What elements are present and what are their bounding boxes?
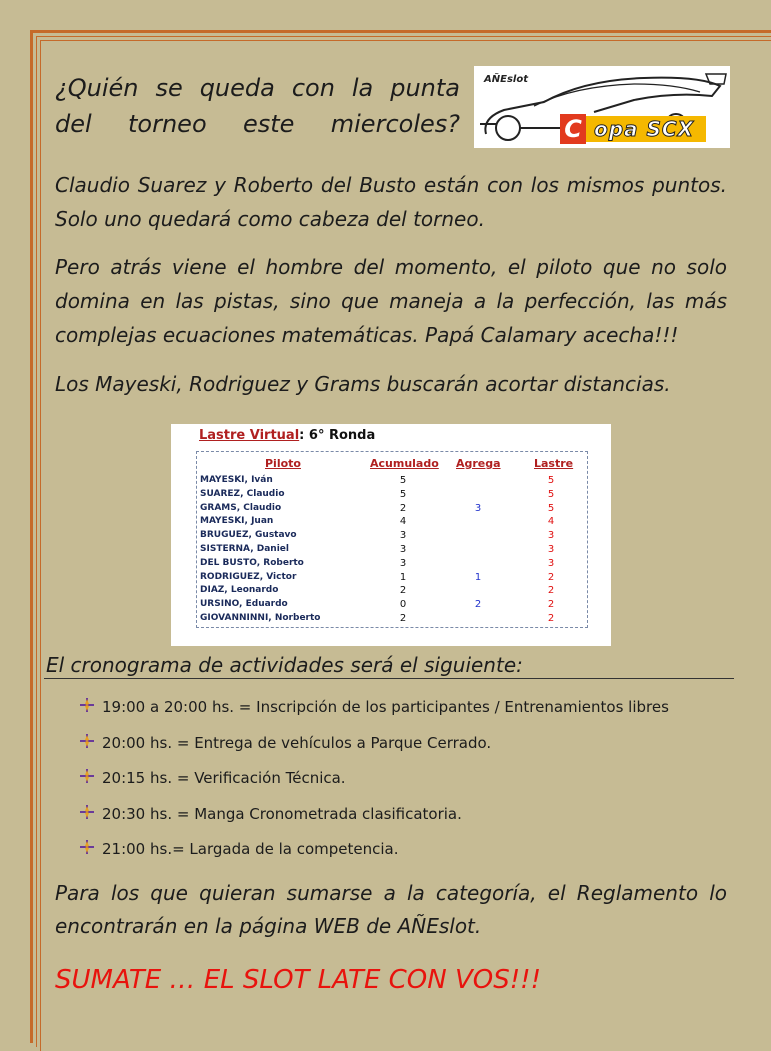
table-cell-lastre: 2	[547, 599, 555, 611]
logo-brand-text: AÑEslot	[484, 74, 528, 85]
paragraph-calamary: Pero atrás viene el hombre del momento, el piloto que no solo domina en las pistas, sino que maneja a la perfección, las más complejas ecuaciones matemáticas. Papá Calamary acecha!!!	[55, 255, 727, 347]
paragraph-registration: Para los que quieran sumarse a la categoría, el Reglamento lo encontrarán en la página WEB de AÑEslot.	[55, 881, 727, 938]
column-header-acumulado: Acumulado	[370, 457, 439, 470]
table-title	[199, 428, 375, 443]
logo-copa-initial: C	[560, 114, 586, 144]
table-cell-piloto: MAYESKI, Juan	[200, 516, 274, 527]
table-cell-acumulado: 3	[399, 557, 407, 569]
slogan: SUMATE … EL SLOT LATE CON VOS!!!	[55, 965, 541, 995]
logo-copa-banner	[566, 116, 706, 142]
schedule-item-text: 21:00 hs.= Largada de la competencia.	[102, 840, 399, 858]
table-cell-acumulado: 2	[399, 585, 407, 597]
push-pin-bullet-icon	[80, 805, 94, 819]
paragraph-leaders: Claudio Suarez y Roberto del Busto están con los mismos puntos. Solo uno quedará como cabeza del torneo.	[55, 173, 727, 231]
schedule-item	[80, 836, 740, 872]
push-pin-bullet-icon	[80, 734, 94, 748]
logo-copa-text: opa SCX	[594, 117, 695, 141]
table-cell-acumulado: 2	[399, 502, 407, 514]
push-pin-bullet-icon	[80, 769, 94, 783]
headline-line-1: ¿Quién se queda con la punta	[55, 74, 460, 102]
table-title-label: Lastre Virtual	[199, 428, 300, 443]
table-grid	[196, 451, 588, 628]
table-cell-piloto: MAYESKI, Iván	[200, 475, 273, 485]
table-cell-acumulado: 3	[399, 544, 407, 555]
table-cell-agrega: 1	[474, 571, 482, 583]
table-cell-lastre: 5	[547, 488, 555, 500]
table-cell-piloto: BRUGUEZ, Gustavo	[200, 530, 297, 541]
paragraph-chasers: Los Mayeski, Rodriguez y Grams buscarán acortar distancias.	[55, 372, 671, 396]
table-cell-agrega: 2	[474, 599, 482, 611]
copa-scx-logo	[474, 66, 730, 148]
schedule-item	[80, 694, 740, 730]
table-cell-acumulado: 2	[399, 613, 407, 624]
table-cell-lastre: 2	[547, 571, 555, 583]
table-cell-piloto: SUAREZ, Claudio	[200, 488, 285, 499]
table-cell-acumulado: 3	[399, 530, 407, 542]
schedule-item	[80, 730, 740, 766]
lastre-virtual-table	[171, 424, 611, 646]
schedule-item	[80, 765, 740, 801]
headline-line-2: del torneo este miercoles?	[55, 110, 460, 138]
schedule-item-text: 20:00 hs. = Entrega de vehículos a Parque Cerrado.	[102, 733, 492, 752]
table-cell-piloto: SISTERNA, Daniel	[200, 544, 289, 554]
table-cell-agrega: 3	[474, 502, 482, 514]
schedule-list	[80, 694, 740, 872]
schedule-title: El cronograma de actividades será el siguiente:	[46, 653, 523, 677]
table-cell-lastre: 5	[547, 475, 555, 486]
schedule-item-text: 20:30 hs. = Manga Cronometrada clasificatoria.	[102, 804, 462, 823]
table-cell-lastre: 3	[547, 544, 555, 555]
table-cell-lastre: 2	[547, 613, 555, 624]
table-cell-lastre: 3	[547, 557, 555, 569]
table-cell-acumulado: 5	[399, 475, 407, 486]
headline	[55, 70, 460, 142]
schedule-item-text: 20:15 hs. = Verificación Técnica.	[102, 769, 346, 787]
column-header-agrega: Agrega	[456, 457, 501, 470]
push-pin-bullet-icon	[80, 840, 94, 854]
table-cell-piloto: GIOVANNINNI, Norberto	[200, 613, 321, 623]
schedule-item	[80, 801, 740, 837]
table-cell-acumulado: 5	[399, 488, 407, 500]
column-header-lastre: Lastre	[534, 457, 574, 470]
table-cell-lastre: 3	[547, 530, 555, 542]
table-cell-lastre: 4	[547, 516, 555, 528]
table-cell-acumulado: 4	[399, 516, 407, 528]
table-cell-piloto: DEL BUSTO, Roberto	[200, 557, 304, 568]
schedule-title-underline	[44, 678, 734, 679]
schedule-item-text: 19:00 a 20:00 hs. = Inscripción de los participantes / Entrenamientos libres	[102, 698, 669, 716]
column-header-piloto: Piloto	[265, 457, 301, 470]
push-pin-bullet-icon	[80, 698, 94, 712]
table-cell-piloto: URSINO, Eduardo	[200, 599, 288, 610]
table-cell-piloto: RODRIGUEZ, Victor	[200, 571, 297, 582]
table-cell-acumulado: 1	[399, 571, 407, 583]
table-title-round: : 6° Ronda	[299, 428, 376, 443]
table-cell-acumulado: 0	[399, 599, 407, 611]
table-cell-lastre: 5	[547, 502, 555, 514]
table-cell-piloto: GRAMS, Claudio	[200, 502, 282, 513]
table-cell-lastre: 2	[547, 585, 555, 597]
table-cell-piloto: DIAZ, Leonardo	[200, 585, 279, 596]
